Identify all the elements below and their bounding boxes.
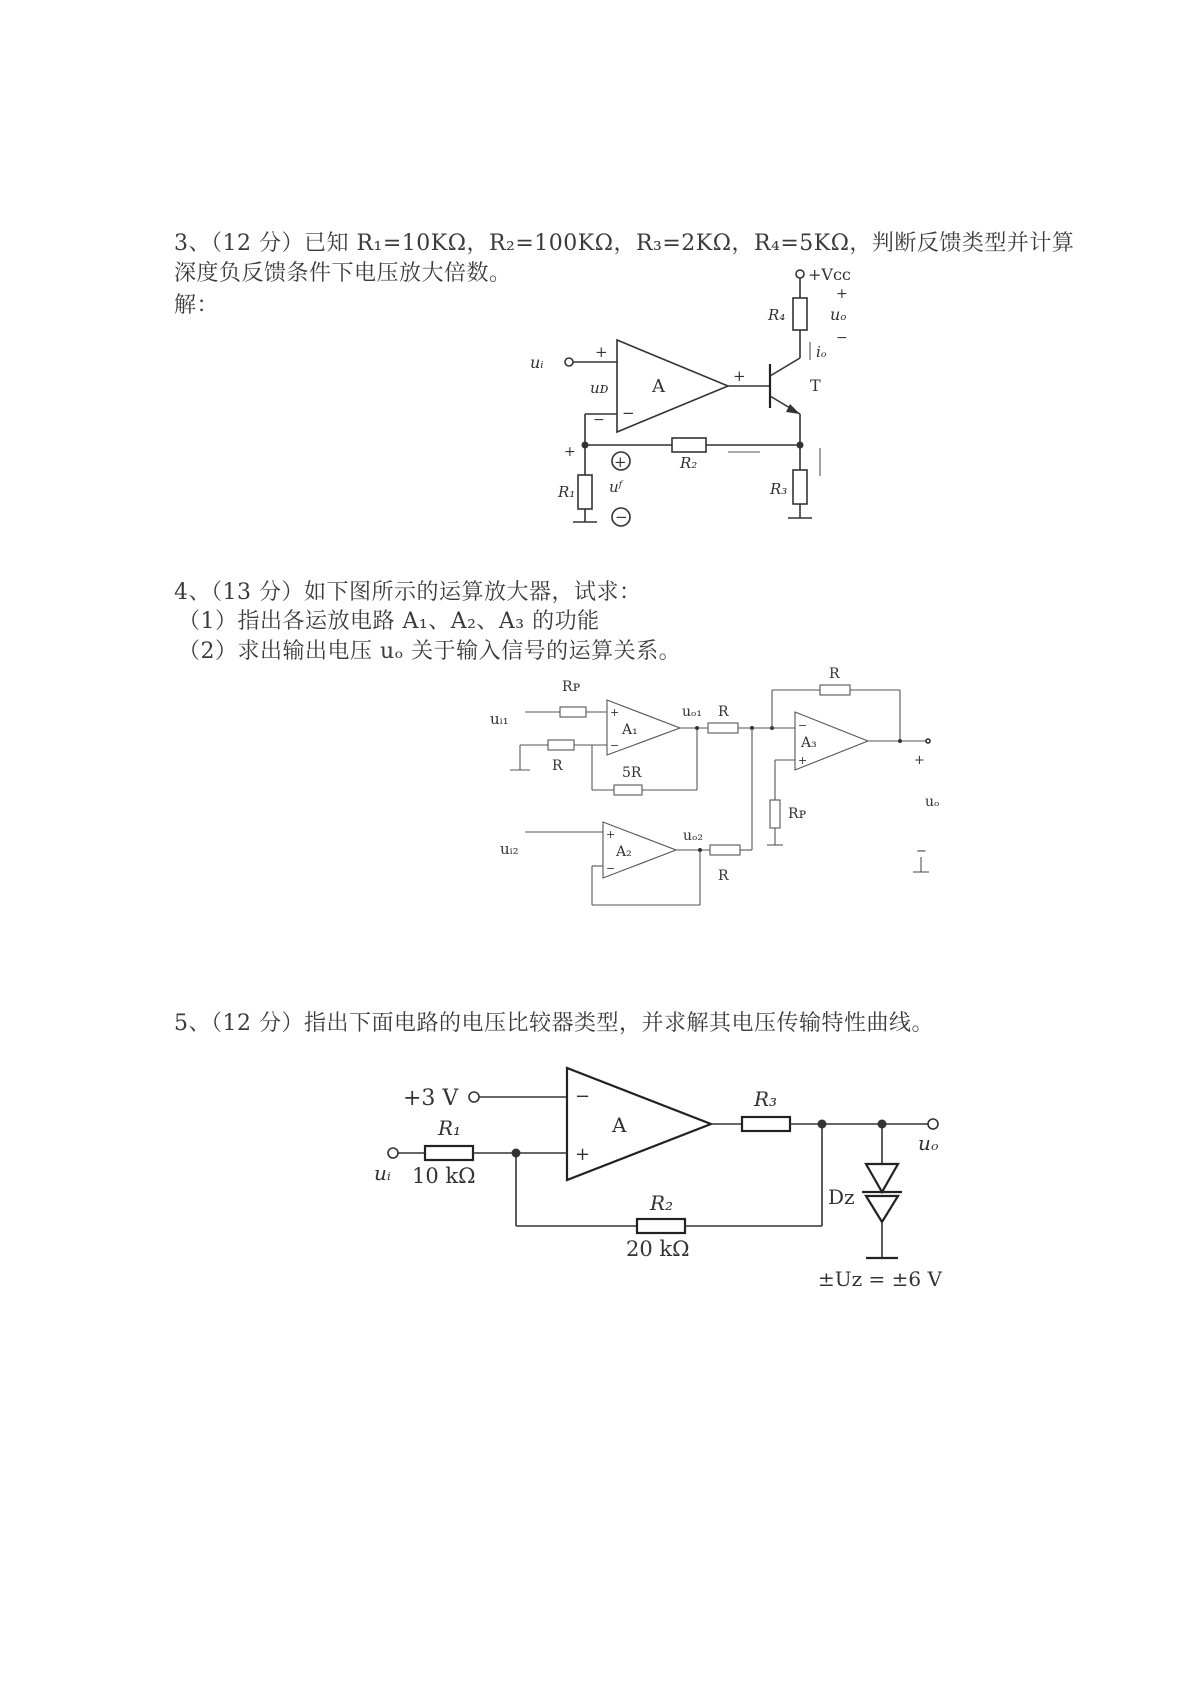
q5-r2-label: R₂ <box>650 1191 674 1215</box>
q3-vcc-label: +Vᴄᴄ <box>808 265 851 284</box>
q5-r2-value: 20 kΩ <box>626 1237 690 1261</box>
q5-title: 5、（12 分）指出下面电路的电压比较器类型，并求解其电压传输特性曲线。 <box>174 1011 934 1036</box>
q4-a2-label: A₂ <box>616 844 632 860</box>
q3-r3-label: R₃ <box>770 480 788 498</box>
svg-text:+: + <box>606 828 616 841</box>
q4-r-ground-label: R <box>552 758 563 774</box>
q5-r3-resistor <box>742 1117 790 1131</box>
q3-io-label: iₒ <box>816 343 827 361</box>
svg-text:+: + <box>610 706 620 719</box>
svg-text:−: − <box>615 508 628 526</box>
q5-ui-label: uᵢ <box>374 1161 391 1185</box>
q4-r-a2-a3-label: R <box>718 868 729 884</box>
q5-uo-label: uₒ <box>918 1131 939 1155</box>
q3-minus-in: − <box>622 404 635 422</box>
svg-text:+: + <box>798 754 808 767</box>
q4-ui2-label: uᵢ₂ <box>500 840 519 858</box>
q5-uz-label: ±Uᴢ = ±6 V <box>818 1267 942 1291</box>
q3-uo-minus: − <box>836 330 848 346</box>
q4-item2: （2）求出输出电压 uₒ 关于输入信号的运算关系。 <box>178 639 682 664</box>
q4-r-feedback-label: R <box>829 666 840 682</box>
q4-uo-label: uₒ <box>925 794 940 810</box>
q5-zener-diode <box>866 1164 898 1192</box>
q3-line2: 深度负反馈条件下电压放大倍数。 <box>174 261 512 286</box>
q4-uo-plus: + <box>914 753 925 768</box>
q3-r2-label: R₂ <box>680 454 698 472</box>
q5-r3-label: R₃ <box>754 1087 778 1111</box>
svg-text:+: + <box>614 453 627 471</box>
q5-dz-label: Dᴢ <box>828 1185 855 1209</box>
q4-uo-minus: − <box>916 844 927 859</box>
q3-node-minus: − <box>593 412 605 428</box>
q3-node-plus: + <box>564 444 576 460</box>
q5-r1-value: 10 kΩ <box>412 1164 476 1188</box>
q3-line1: 3、（12 分）已知 R₁=10KΩ，R₂=100KΩ，R₃=2KΩ，R₄=5KΩ，判断反馈类型并计算 <box>174 231 1075 256</box>
q3-transistor-label: T <box>810 376 821 395</box>
q4-uo1-label: uₒ₁ <box>682 704 703 720</box>
q4-r-a1-a3-label: R <box>718 704 729 720</box>
q3-r1-label: R₁ <box>558 483 576 501</box>
q3-amp-label: A <box>652 376 665 397</box>
svg-text:−: − <box>606 862 616 875</box>
q4-5r-label: 5R <box>622 765 642 781</box>
q5-minus-in: − <box>575 1086 591 1107</box>
q3-plus-out: + <box>733 367 746 385</box>
q3-vcc-plus: + <box>836 286 848 302</box>
q4-rp1-label: Rᴘ <box>562 679 581 695</box>
q5-plus-in: + <box>575 1144 591 1165</box>
q4-title: 4、（13 分）如下图所示的运算放大器，试求： <box>174 580 642 605</box>
q4-a1-label: A₁ <box>622 722 638 738</box>
q3-plus-in: + <box>595 343 608 361</box>
q5-r1-label: R₁ <box>438 1116 462 1140</box>
q4-ui1-label: uᵢ₁ <box>490 710 509 728</box>
q5-vref-label: +3 V <box>403 1086 459 1111</box>
q4-a3-label: A₃ <box>801 735 817 751</box>
q3-uo-label: uₒ <box>830 305 847 324</box>
q5-amp-label: A <box>612 1113 627 1137</box>
q5-r2-resistor <box>637 1219 685 1233</box>
q4-uo2-label: uₒ₂ <box>683 828 704 844</box>
q3-answer-label: 解： <box>174 293 220 318</box>
q4-item1: （1）指出各运放电路 A₁、A₂、A₃ 的功能 <box>178 609 600 634</box>
svg-text:−: − <box>798 719 808 732</box>
q3-uf-label: uᶠ <box>609 478 623 496</box>
q3-ui-label: uᵢ <box>530 353 544 372</box>
q4-rp3-label: Rᴘ <box>788 806 807 822</box>
q3-r4-label: R₄ <box>768 306 786 324</box>
q3-ud-label: uᴅ <box>590 379 609 397</box>
q5-r1-resistor <box>425 1146 473 1160</box>
svg-text:−: − <box>610 739 620 752</box>
